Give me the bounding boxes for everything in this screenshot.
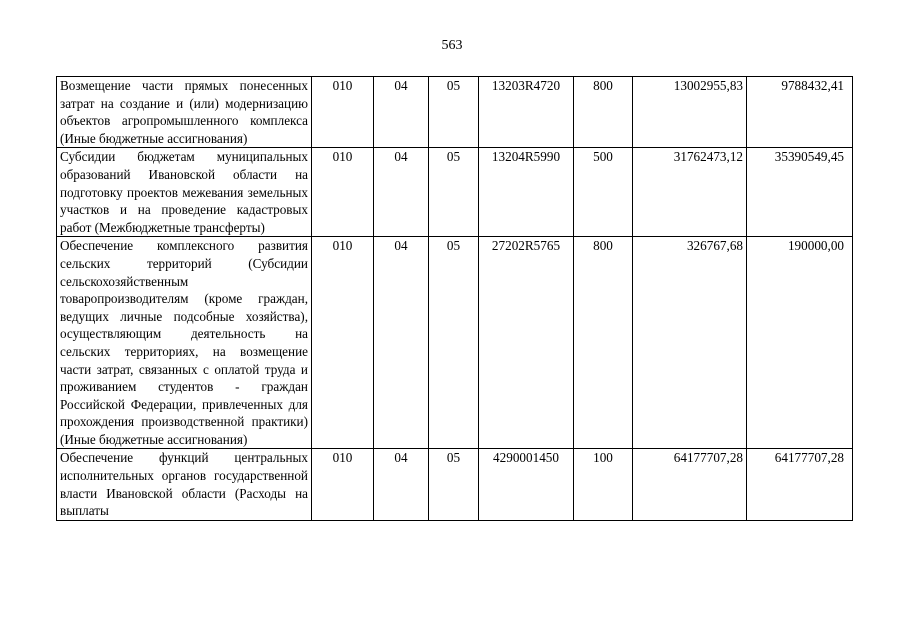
amount-year-2: 9788432,41 [747, 77, 853, 148]
budget-table [56, 76, 853, 521]
target-article-code: 13204R5990 [479, 148, 574, 237]
section-code: 04 [374, 449, 429, 520]
subsection-code: 05 [429, 449, 479, 520]
section-code: 04 [374, 237, 429, 449]
section-code: 04 [374, 77, 429, 148]
amount-year-2: 64177707,28 [747, 449, 853, 520]
row-description: Обеспечение функций центральных исполнительных органов государственной власти Ивановской области (Расходы на выплаты [57, 449, 312, 520]
page-number: 563 [441, 38, 463, 53]
table-row [57, 148, 853, 237]
expense-type-code: 500 [574, 148, 633, 237]
row-description: Обеспечение комплексного развития сельских территорий (Субсидии сельскохозяйственным товаропроизводителям (кроме граждан, ведущих личные подсобные хозяйства), осуществляющим деятельность на сельских территориях, на возмещение части затрат, связанных с оплатой труда и проживанием студентов - граждан Российской Федерации, привлеченных для прохождения производственной практики) (Иные бюджетные ассигнования) [57, 237, 312, 449]
amount-year-1: 326767,68 [633, 237, 747, 449]
amount-year-2: 190000,00 [747, 237, 853, 449]
amount-year-2: 35390549,45 [747, 148, 853, 237]
ministry-code: 010 [312, 77, 374, 148]
target-article-code: 27202R5765 [479, 237, 574, 449]
expense-type-code: 800 [574, 237, 633, 449]
target-article-code: 4290001450 [479, 449, 574, 520]
amount-year-1: 31762473,12 [633, 148, 747, 237]
expense-type-code: 100 [574, 449, 633, 520]
ministry-code: 010 [312, 237, 374, 449]
table-row [57, 77, 853, 148]
table-row [57, 237, 853, 449]
table-row [57, 449, 853, 520]
target-article-code: 13203R4720 [479, 77, 574, 148]
amount-year-1: 64177707,28 [633, 449, 747, 520]
row-description: Субсидии бюджетам муниципальных образований Ивановской области на подготовку проектов межевания земельных участков и на проведение кадастровых работ (Межбюджетные трансферты) [57, 148, 312, 237]
ministry-code: 010 [312, 449, 374, 520]
subsection-code: 05 [429, 77, 479, 148]
subsection-code: 05 [429, 237, 479, 449]
section-code: 04 [374, 148, 429, 237]
amount-year-1: 13002955,83 [633, 77, 747, 148]
row-description: Возмещение части прямых понесенных затрат на создание и (или) модернизацию объектов агропромышленного комплекса (Иные бюджетные ассигнования) [57, 77, 312, 148]
subsection-code: 05 [429, 148, 479, 237]
expense-type-code: 800 [574, 77, 633, 148]
ministry-code: 010 [312, 148, 374, 237]
